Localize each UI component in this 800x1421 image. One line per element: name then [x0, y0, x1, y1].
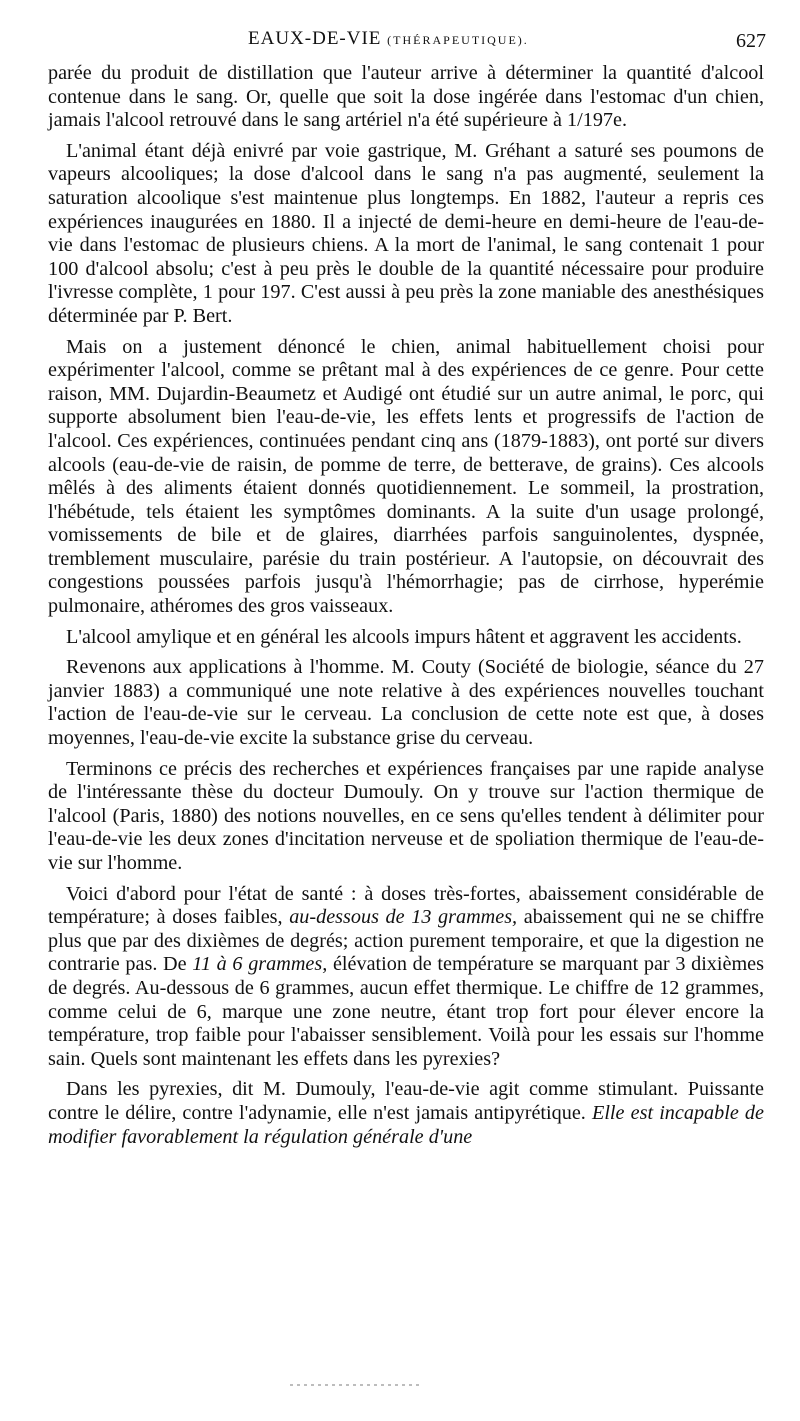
paragraph-8-italic: Elle est incapable de modifier favorablement la régulation générale d'une — [48, 1101, 764, 1148]
running-title-subtitle: (THÉRAPEUTIQUE). — [387, 33, 529, 47]
paragraph-7 — [48, 883, 764, 1072]
paragraph-6: Terminons ce précis des recherches et expériences françaises par une rapide analyse de l'intéressante thèse du docteur Dumouly. On y trouve sur l'action thermique de l'alcool (Paris, 1880) des notions nouvelles, en ce sens qu'elles tendent à délimiter pour l'eau-de-vie les deux zones d'incitation nerveuse et de spoliation thermique de l'eau-de-vie sur l'homme. — [48, 757, 764, 874]
paragraph-1: parée du produit de distillation que l'auteur arrive à déterminer la quantité d'alcool contenue dans le sang. Or, quelle que soit la dose ingérée dans l'estomac d'un chien, jamais l'alcool retrouvé dans le sang artériel n'a été supérieure à 1/197e. — [48, 62, 764, 132]
running-title — [248, 28, 529, 50]
paragraph-4: L'alcool amylique et en général les alcools impurs hâtent et aggravent les accidents. — [66, 625, 742, 648]
paragraph-8-part-a: Dans les pyrexies, dit M. Dumouly, l'eau-de-vie agit comme stimulant. Puissante contre le délire, contre l'adynamie, elle n'est jamais antipyrétique. — [48, 1078, 764, 1124]
paragraph-7-part-c: élévation de température se marquant par 3 dixièmes de degrés. Au-dessous de 6 grammes, aucun effet thermique. Le chiffre de 12 grammes, comme celui de 6, marque une zone neutre, étant trop fort pour élever encore la température, trop faible pour l'abaisser sensiblement. Voilà pour les essais sur l'homme sain. Quels sont maintenant les effets dans les pyrexies? — [48, 953, 764, 1070]
page — [48, 28, 764, 1149]
paragraph-8 — [48, 1078, 764, 1149]
paragraph-7-part-a: Voici d'abord pour l'état de santé : à doses très-fortes, abaissement considérable de température; à doses faibles, — [48, 882, 764, 929]
paragraph-5: Revenons aux applications à l'homme. M. Couty (Société de biologie, séance du 27 janvier 1883) a communiqué une note relative à des expériences nouvelles touchant l'action de l'eau-de-vie sur le cerveau. La conclusion de cette note est que, à doses moyennes, l'eau-de-vie excite la substance grise du cerveau. — [48, 656, 764, 750]
body-text — [48, 62, 764, 1149]
running-title-main: EAUX-DE-VIE — [248, 28, 382, 49]
paragraph-3: Mais on a justement dénoncé le chien, animal habituellement choisi pour expérimenter l'alcool, comme se prêtant mal à des expériences de ce genre. Pour cette raison, MM. Dujardin-Beaumetz et Audigé ont étudié sur un autre animal, le porc, qui supporte absolument bien l'eau-de-vie, les effets lents et progressifs de l'action de l'alcool. Ces expériences, continuées pendant cinq ans (1879-1883), ont porté sur divers alcools (eau-de-vie de raisin, de pomme de terre, de betterave, de grains). Ces alcools mêlés à des aliments étaient donnés quotidiennement. Le sommeil, la prostration, l'hébétude, tels étaient les symptômes dominants. A la suite d'un usage prolongé, vomissements de bile et de glaires, diarrhées parfois sanguinolentes, dyspnée, tremblement musculaire, parésie du train postérieur. A l'autopsie, on découvrait des congestions poussées parfois jusqu'à l'hémorrhagie; pas de cirrhose, hyperémie pulmonaire, athéromes des gros vaisseaux. — [48, 335, 764, 618]
paragraph-7-italic-2: 11 à 6 grammes, — [192, 953, 328, 976]
footer-scan-mark — [290, 1384, 420, 1386]
page-number: 627 — [736, 30, 766, 52]
paragraph-2: L'animal étant déjà enivré par voie gastrique, M. Gréhant a saturé ses poumons de vapeurs alcooliques; la dose d'alcool dans le sang n'a pas augmenté, seulement la saturation alcoolique s'est maintenue plus longtemps. En 1882, l'auteur a repris ces expériences inaugurées en 1880. Il a injecté de demi-heure en demi-heure de l'eau-de-vie dans l'estomac de plusieurs chiens. A la mort de l'animal, le sang contenait 1 pour 100 d'alcool absolu; c'est à peu près le double de la quantité nécessaire pour produire l'ivresse complète, 1 pour 197. C'est aussi à peu près la zone maniable des anesthésiques déterminée par P. Bert. — [48, 139, 764, 327]
running-head — [48, 28, 764, 52]
paragraph-7-italic-1: au-dessous de 13 grammes, — [289, 906, 518, 929]
paragraph-7-part-b: abaissement qui ne se chiffre plus que par des dixièmes de degrés; action purement temporaire, et que la digestion ne contrarie pas. De — [48, 906, 765, 976]
